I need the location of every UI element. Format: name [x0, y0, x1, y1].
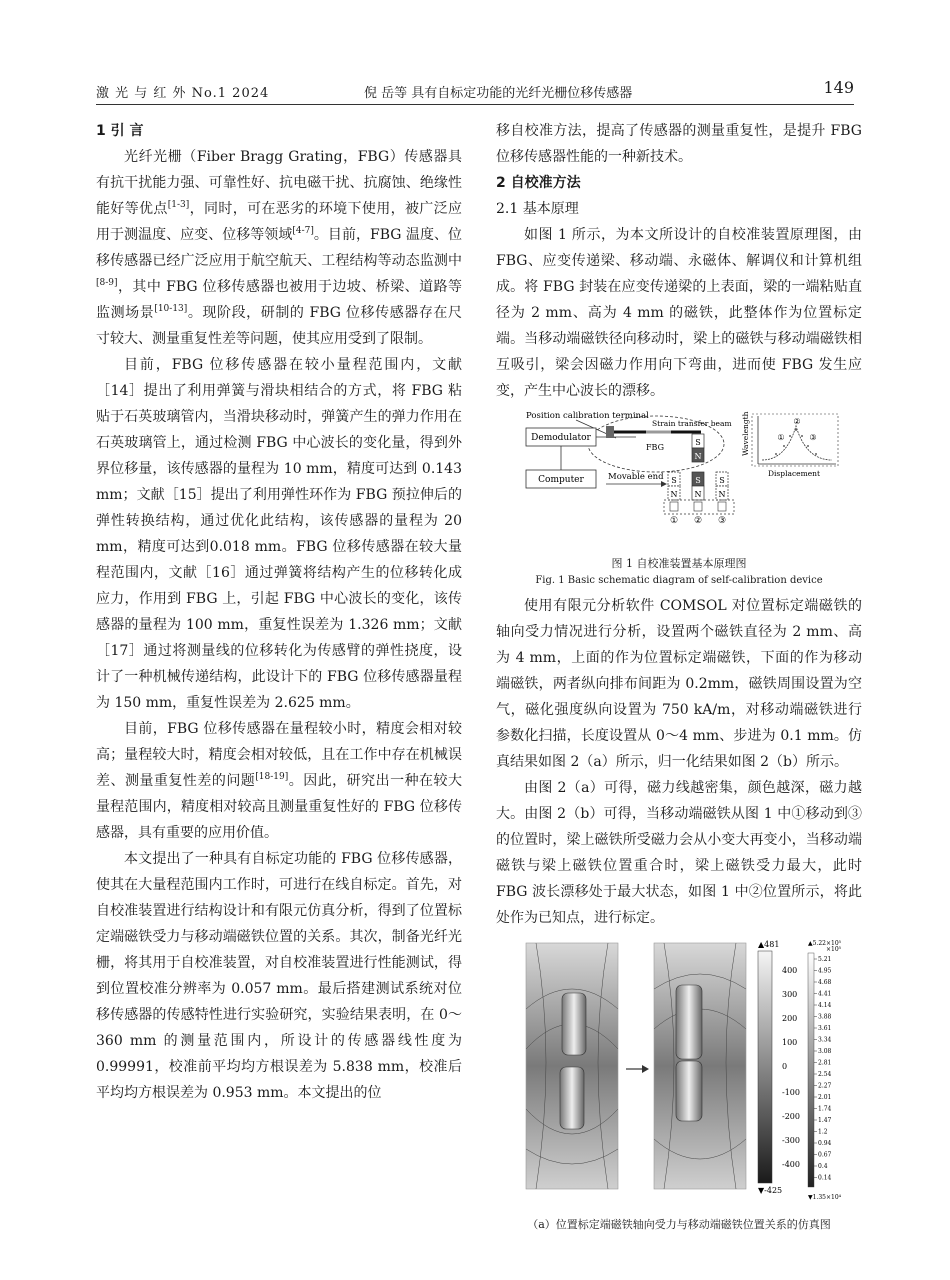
- force-colorbar-ticks: [782, 966, 800, 1169]
- citation: [18-19]: [255, 772, 289, 782]
- colorbar-tick-label: 0.14: [818, 1174, 832, 1182]
- label-demodulator: Demodulator: [531, 433, 591, 443]
- figure-1-caption-en: Fig. 1 Basic schematic diagram of self-calibration device: [535, 575, 823, 586]
- section-2-heading: 2 自校准方法: [496, 175, 581, 191]
- colorbar-tick-label: 3.34: [818, 1036, 832, 1044]
- running-title: 倪 岳等 具有自标定功能的光纤光栅位移传感器: [364, 86, 633, 101]
- svg-text:400: 400: [782, 966, 798, 975]
- paragraph: 目前，FBG 位移传感器在量程较小时，精度会相对较高；量程较大时，精度会相对较低，且在工作中存在机械误差、测量重复性差的问题[18-19]。因此，研究出一种在较大量程范围内，精度相对较高且测量重复性好的 FBG 位移传感器，具有重要的应用价值。: [96, 721, 463, 841]
- figure-2a-caption: （a）位置标定端磁铁轴向受力与移动端磁铁位置关系的仿真图: [527, 1218, 831, 1231]
- figure-2a-simulation: [496, 939, 862, 1207]
- colorbar-tick-label: 4.68: [818, 979, 832, 986]
- beam-clamp: [606, 426, 614, 438]
- label-position-calibration: Position calibration terminal: [526, 411, 649, 421]
- sim-magnet-top-right: [676, 985, 702, 1059]
- right-column: [496, 118, 862, 1234]
- svg-text:②: ②: [793, 417, 801, 426]
- svg-text:-300: -300: [782, 1136, 800, 1145]
- svg-text:300: 300: [782, 990, 798, 999]
- svg-text:N: N: [694, 490, 702, 499]
- svg-text:①: ①: [669, 516, 679, 526]
- label-strain-beam: Strain transfer beam: [652, 419, 732, 428]
- svg-text:S: S: [695, 438, 701, 447]
- field-colorbar-ticks: [814, 956, 832, 1182]
- section-2-1-heading: 2.1 基本原理: [496, 201, 579, 217]
- left-column: [96, 118, 462, 1106]
- colorbar-tick-label: 2.27: [818, 1082, 832, 1090]
- colorbar-tick-label: 4.14: [818, 1002, 832, 1009]
- paragraph: 移自校准方法，提高了传感器的测量重复性，是提升 FBG 位移传感器性能的一种新技术。: [496, 123, 862, 165]
- colorbar-tick-label: 0.67: [818, 1151, 832, 1159]
- label-movable-end: Movable end: [608, 472, 664, 482]
- colorbar-tick-label: 2.81: [818, 1059, 832, 1067]
- colorbar-tick-label: 0.94: [818, 1140, 832, 1147]
- svg-text:N: N: [718, 490, 726, 499]
- citation: [1-3]: [167, 200, 190, 210]
- svg-text:200: 200: [782, 1014, 798, 1023]
- page-number: 149: [823, 78, 854, 97]
- svg-text:100: 100: [782, 1038, 798, 1047]
- svg-text:0: 0: [782, 1062, 788, 1071]
- svg-text:▼1.35×10⁴: ▼1.35×10⁴: [808, 1194, 842, 1201]
- svg-text:N: N: [694, 452, 702, 461]
- paragraph: 本文提出了一种具有自标定功能的 FBG 位移传感器，使其在大量程范围内工作时，可进行在线自标定。首先，对自校准装置进行结构设计和有限元仿真分析，得到了位置标定端磁铁受力与移动端磁铁位置的关系。其次，制备光纤光栅，将其用于自校准装置，对自校准装置进行性能测试，得到位置校准分辨率为 0.057 mm。最后搭建测试系统对位移传感器的传感特性进行实验研究，实验结果表明，在 0～360 mm 的测量范围内，所设计的传感器线性度为 0.99991，校准前平均均方根误差为 5.838 mm，校准后平均均方根误差为 0.953 mm。本文提出的位: [96, 851, 462, 1101]
- colorbar-tick-label: 3.61: [818, 1025, 832, 1032]
- colorbar-tick-label: 1.47: [818, 1117, 832, 1124]
- colorbar-tick-label: 1.2: [818, 1128, 828, 1136]
- field-colorbar: [808, 953, 814, 1187]
- colorbar-tick-label: 2.01: [818, 1094, 832, 1101]
- colorbar-tick-label: 3.88: [818, 1013, 832, 1021]
- colorbar-tick-label: 3.08: [818, 1048, 832, 1055]
- svg-text:③: ③: [809, 433, 817, 442]
- svg-text:-400: -400: [782, 1160, 800, 1169]
- figure-1-caption-zh: 图 1 自校准装置基本原理图: [611, 557, 747, 570]
- colorbar-tick-label: 0.4: [818, 1163, 828, 1170]
- paragraph: 如图 1 所示，为本文所设计的自校准装置原理图，由 FBG、应变传递梁、移动端、永磁体、解调仪和计算机组成。将 FBG 封装在应变传递梁的上表面，梁的一端粘贴直径为 2 mm、高为 4 mm 的磁铁，此整体作为位置标定端。当移动端磁铁径向移动时，梁上的磁铁与移动端磁铁相互吸引，梁会因磁力作用向下弯曲，进而使 FBG 发生应变，产生中心波长的漂移。: [496, 227, 862, 399]
- colorbar-tick-label: 4.41: [818, 990, 832, 998]
- sim-panel-left: [526, 943, 618, 1189]
- svg-text:×10⁵: ×10⁵: [826, 946, 842, 953]
- journal-info: 激 光 与 红 外 No.1 2024: [96, 86, 270, 101]
- paragraph: 使用有限元分析软件 COMSOL 对位置标定端磁铁的轴向受力情况进行分析，设置两个磁铁直径为 2 mm、高为 4 mm，上面的作为位置标定端磁铁，下面的作为移动端磁铁，两者纵向排布间距为 0.2mm，磁铁周围设置为空气，磁化强度纵向设置为 750 kA/m，对移动端磁铁进行参数化扫描，长度设置从 0～4 mm、步进为 0.1 mm。仿真结果如图 2（a）所示，归一化结果如图 2（b）所示。: [496, 598, 862, 770]
- svg-text:-100: -100: [782, 1088, 800, 1097]
- colorbar-tick-label: 2.54: [818, 1071, 832, 1078]
- colorbar-tick-label: 1.74: [818, 1105, 832, 1113]
- label-computer: Computer: [538, 475, 584, 485]
- citation: [4-7]: [292, 226, 314, 236]
- svg-text:S: S: [671, 476, 677, 485]
- wavelength-curve: [762, 426, 832, 460]
- svg-text:S: S: [719, 476, 725, 485]
- svg-text:▲481: ▲481: [758, 940, 780, 949]
- sim-magnet-bottom-right: [676, 1061, 702, 1121]
- svg-text:▲5.22×10⁵: ▲5.22×10⁵: [808, 940, 842, 947]
- sim-magnet-top-left: [562, 993, 586, 1055]
- label-fbg: FBG: [646, 443, 664, 452]
- svg-text:①: ①: [777, 433, 785, 442]
- paragraph: 由图 2（a）可得，磁力线越密集，颜色越深，磁力越大。由图 2（b）可得，当移动端磁铁从图 1 中①移动到③的位置时，梁上磁铁所受磁力会从小变大再变小，当移动端磁铁与梁上磁铁位置重合时，梁上磁铁受力最大，此时 FBG 波长漂移处于最大状态，如图 1 中②位置所示，将此处作为已知点，进行标定。: [496, 780, 862, 926]
- section-1-heading: 1 引 言: [96, 123, 144, 139]
- svg-text:③: ③: [717, 516, 727, 526]
- svg-text:-200: -200: [782, 1112, 800, 1121]
- label-displacement: Displacement: [768, 469, 820, 478]
- running-header: [96, 78, 854, 105]
- label-wavelength: Wavelength: [741, 411, 750, 456]
- svg-text:②: ②: [693, 516, 703, 526]
- paragraph: 目前，FBG 位移传感器在较小量程范围内，文献［14］提出了利用弹簧与滑块相结合的方式，将 FBG 粘贴于石英玻璃管内，当滑块移动时，弹簧产生的弹力作用在石英玻璃管上，通过检测 FBG 中心波长的变化量，得到外界位移量，该传感器的量程为 10 mm，精度可达到 0.143 mm；文献［15］提出了利用弹性环作为 FBG 预拉伸后的弹性转换结构，通过优化此结构，该传感器的量程为 20 mm，精度可达到0.018 mm。FBG 位移传感器在较大量程范围内，文献［16］通过弹簧将结构产生的位移转化成应力，作用到 FBG 上，引起 FBG 中心波长的变化，该传感器的量程为 100 mm，重复性误差为 1.326 mm；文献［17］通过将测量线的位移转化为传感臂的弹性挠度，设计了一种机械传递结构，此设计下的 FBG 位移传感器量程为 150 mm，重复性误差为 2.625 mm。: [96, 357, 462, 711]
- citation: [8-9]: [96, 278, 118, 288]
- citation: [10-13]: [154, 304, 188, 314]
- svg-text:▼-425: ▼-425: [758, 1186, 783, 1195]
- svg-text:N: N: [670, 490, 678, 499]
- paragraph: 光纤光栅（Fiber Bragg Grating，FBG）传感器具有抗干扰能力强、可靠性好、抗电磁干扰、抗腐蚀、绝缘性能好等优点[1-3]，同时，可在恶劣的环境下使用，被广泛应用于测温度、应变、位移等领域[4-7]。目前，FBG 温度、位移传感器已经广泛应用于航空航天、工程结构等动态监测中[8-9]，其中 FBG 位移传感器也被用于边坡、桥梁、道路等监测场景[10-13]。现阶段，研制的 FBG 位移传感器存在尺寸较大、测量重复性差等问题，使其应用受到了限制。: [96, 149, 463, 347]
- force-colorbar: [758, 951, 772, 1183]
- colorbar-tick-label: 4.95: [818, 967, 832, 975]
- figure-1-schematic: [496, 408, 862, 544]
- sim-magnet-bottom-left: [560, 1067, 584, 1129]
- arrow-icon: [642, 1065, 649, 1073]
- colorbar-tick-label: 5.21: [818, 956, 832, 963]
- svg-text:S: S: [695, 476, 701, 485]
